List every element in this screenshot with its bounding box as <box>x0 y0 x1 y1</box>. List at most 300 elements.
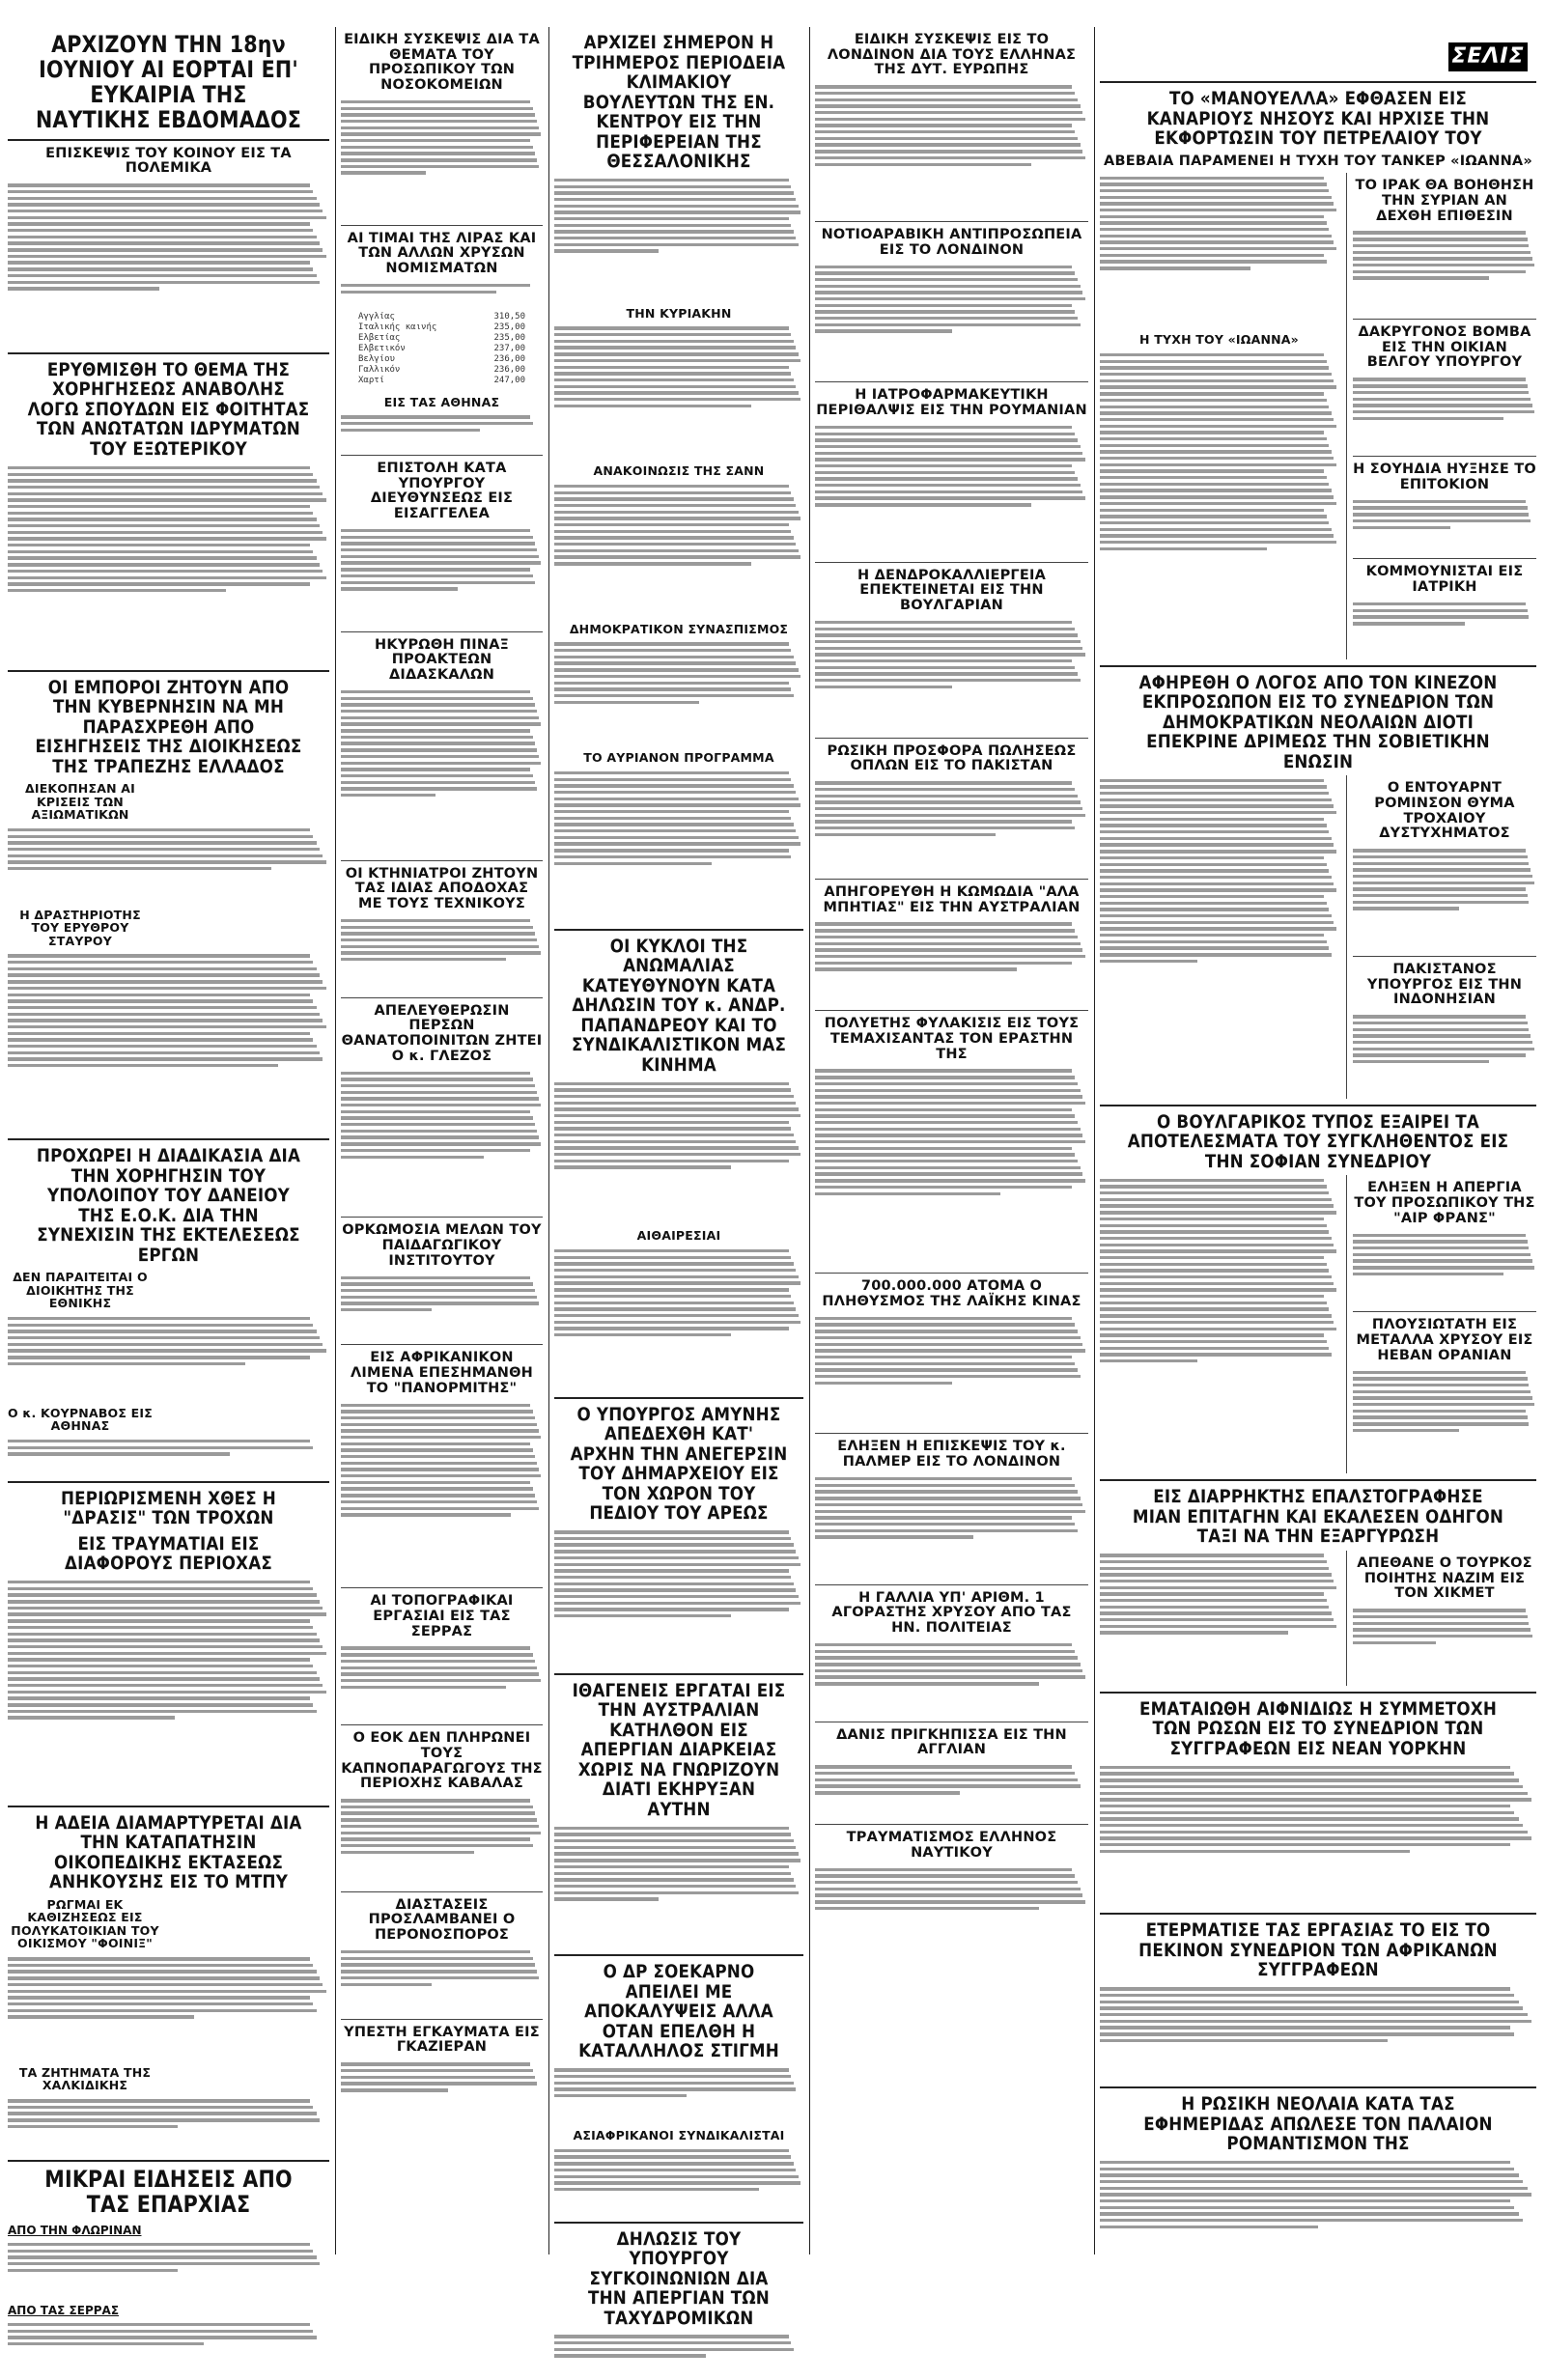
text-line <box>1100 934 1324 937</box>
text-line <box>554 2169 796 2171</box>
text-line <box>1100 1611 1332 1614</box>
text-line <box>554 1327 789 1330</box>
headline: ΝΟΤΙΟΑΡΑΒΙΚΗ ΑΝΤΙΠΡΟΣΩΠΕΙΑ ΕΙΣ ΤΟ ΛΟΝΔΙΝΟΝ <box>821 226 1082 258</box>
text-line <box>8 2112 317 2114</box>
text-line <box>1353 622 1465 625</box>
text-line <box>341 1123 535 1126</box>
text-line <box>1100 1817 1519 1820</box>
text-line <box>341 1513 511 1516</box>
text-line <box>1100 1256 1324 1259</box>
text-line <box>1100 1785 1523 1788</box>
text-line <box>815 1663 1081 1666</box>
text-line <box>554 243 799 246</box>
text-line <box>1100 240 1334 243</box>
headline: ΑΠΕΘΑΝΕ Ο ΤΟΥΡΚΟΣ ΠΟΙΗΤΗΣ ΝΑΖΙΜ ΕΙΣ ΤΟΝ ΧΙΚΜΕΤ <box>1357 1554 1532 1602</box>
text-line <box>554 1897 659 1900</box>
text-line <box>554 562 751 565</box>
headline: ΙΘΑΓΕΝΕΙΣ ΕΡΓΑΤΑΙ ΕΙΣ ΤΗΝ ΑΥΣΤΡΑΛΙΑΝ ΚΑΤΗΛΘΟΝ ΕΙΣ ΑΠΕΡΓΙΑΝ ΔΙΑΡΚΕΙΑΣ ΧΩΡΙΣ ΝΑ ΓΝΩΡΙΖΟΥΝ ΔΙΑΤΙ ΕΚΗΡΥΞΑΝ ΑΥΤΗΝ <box>572 1679 786 1820</box>
text-line <box>1100 1778 1519 1781</box>
text-line <box>1100 196 1332 199</box>
article-body <box>1353 600 1536 648</box>
text-line <box>1353 276 1489 279</box>
article-body <box>815 1762 1088 1820</box>
text-line <box>8 1677 320 1680</box>
text-line <box>554 391 799 394</box>
article-body <box>1100 1762 1536 1907</box>
text-line <box>554 1563 801 1566</box>
text-line <box>1353 404 1532 406</box>
text-line <box>8 229 313 232</box>
text-line <box>8 1970 317 1973</box>
text-line <box>341 690 530 693</box>
text-line <box>8 1581 310 1583</box>
text-line <box>815 304 1072 307</box>
text-line <box>815 1102 1085 1105</box>
text-line <box>815 1523 1075 1526</box>
text-line <box>1353 1028 1529 1031</box>
text-line <box>1353 887 1526 890</box>
article-body <box>815 1313 1088 1429</box>
text-line <box>1100 2013 1528 2016</box>
subheadline: ΤΑ ΖΗΤΗΜΑΤΑ ΤΗΣ ΧΑΛΚΙΔΙΚΗΣ <box>18 2064 152 2093</box>
text-line <box>1100 1987 1510 1990</box>
text-line <box>1100 379 1334 382</box>
text-line <box>815 1772 1075 1775</box>
text-line <box>815 1336 1081 1339</box>
text-line <box>815 1121 1078 1124</box>
text-line <box>1100 425 1336 428</box>
text-line <box>554 803 801 806</box>
text-line <box>554 485 789 488</box>
text-line <box>1100 953 1332 956</box>
text-line <box>1100 1805 1510 1807</box>
text-line <box>1100 509 1324 512</box>
text-line <box>341 1976 539 1979</box>
article-body <box>8 2240 329 2298</box>
text-line <box>554 1833 791 1835</box>
column-rule <box>1094 27 1095 2254</box>
headline: ΕΛΗΞΕΝ Η ΑΠΕΡΓΙΑ ΤΟΥ ΠΡΟΣΩΠΙΚΟΥ ΤΗΣ "ΑΙΡ ΦΡΑΝΣ" <box>1354 1180 1535 1226</box>
text-line <box>554 2335 789 2338</box>
text-line <box>1100 863 1327 866</box>
text-line <box>1100 353 1324 356</box>
text-line <box>1100 1625 1336 1628</box>
text-line <box>815 464 1072 467</box>
text-line <box>815 104 1081 107</box>
text-line <box>341 158 537 161</box>
text-line <box>815 929 1075 932</box>
article-body <box>341 1400 543 1583</box>
text-line <box>8 1696 310 1699</box>
article-body <box>1100 173 1338 327</box>
text-line <box>1100 489 1332 491</box>
text-line <box>815 490 1082 493</box>
text-line <box>815 1907 1039 1910</box>
text-line <box>815 621 1072 624</box>
text-line <box>815 936 1078 938</box>
text-line <box>554 1321 801 1324</box>
headline: ΥΠΕΣΤΗ ΕΓΚΑΥΜΑΤΑ ΕΙΣ ΓΚΑΖΙΕΡΑΝ <box>344 2024 540 2056</box>
subheadline: ΑΣΙΑΦΡΙΚΑΝΟΙ ΣΥΝΔΙΚΑΛΙΣΤΑΙ <box>573 2128 785 2142</box>
text-line <box>8 2125 178 2128</box>
text-line <box>341 1296 537 1299</box>
text-line <box>1100 1766 1510 1769</box>
headline: ΚΟΜΜΟΥΝΙΣΤΑΙ ΕΙΣ ΙΑΤΡΙΚΗ <box>1365 564 1524 596</box>
text-line <box>341 555 539 558</box>
text-line <box>554 823 794 826</box>
text-line <box>1100 2187 1528 2190</box>
text-line <box>341 1423 537 1426</box>
text-line <box>8 848 320 851</box>
text-line <box>554 2175 799 2178</box>
text-line <box>815 1349 1085 1352</box>
text-line <box>1353 609 1528 612</box>
text-line <box>341 1963 535 1966</box>
subheadline: Η ΔΡΑΣΤΗΡΙΟΤΗΣ ΤΟΥ ΕΡΥΘΡΟΥ ΣΤΑΥΡΟΥ <box>19 907 141 948</box>
text-line <box>554 1602 801 1605</box>
text-line <box>341 762 541 765</box>
text-line <box>341 165 539 168</box>
article-body <box>554 482 803 617</box>
article-body <box>1353 1606 1536 1673</box>
text-line <box>1100 1824 1523 1827</box>
text-line <box>8 1440 310 1442</box>
text-line <box>554 1588 796 1591</box>
text-line <box>8 1587 313 1590</box>
text-line <box>341 1282 533 1285</box>
headline: ΕΙΣ ΤΡΑΥΜΑΤΙΑΙ ΕΙΣ ΔΙΑΦΟΡΟΥΣ ΠΕΡΙΟΧΑΣ <box>65 1532 272 1575</box>
text-line <box>554 1160 789 1162</box>
text-line <box>554 1307 796 1310</box>
text-line <box>1100 209 1336 211</box>
text-line <box>1100 1328 1336 1330</box>
text-line <box>341 1660 535 1663</box>
article-body <box>1353 1230 1536 1307</box>
text-line <box>815 833 996 836</box>
text-line <box>815 1656 1078 1659</box>
price-row: Χαρτί 247,00 <box>358 375 525 385</box>
text-line <box>1100 1179 1324 1182</box>
text-line <box>1100 182 1327 185</box>
text-line <box>815 666 1075 669</box>
text-line <box>1100 2180 1523 2183</box>
text-line <box>1100 940 1327 943</box>
text-line <box>8 1317 310 1320</box>
text-line <box>554 642 789 645</box>
text-line <box>341 536 533 539</box>
headline: Ο ΒΟΥΛΓΑΡΙΚΟΣ ΤΥΠΟΣ ΕΞΑΙΡΕΙ ΤΑ ΑΠΟΤΕΛΕΣΜΑΤΑ ΤΟΥ ΣΥΓΚΛΗΘΕΝΤΟΣ ΕΙΣ ΤΗΝ ΣΟΦΙΑΝ ΣΥΝΕΔΡΙΟΥ <box>1127 1110 1509 1172</box>
text-line <box>1100 2212 1519 2215</box>
text-line <box>8 498 326 501</box>
text-line <box>8 1446 313 1449</box>
text-line <box>8 987 326 990</box>
text-line <box>8 261 310 264</box>
text-line <box>554 798 799 800</box>
text-line <box>341 748 537 751</box>
text-line <box>815 1108 1072 1111</box>
section-subhead: ΑΠΟ ΤΑΣ ΣΕΡΡΑΣ <box>8 2303 120 2317</box>
text-line <box>554 1275 799 1278</box>
text-line <box>815 1503 1082 1506</box>
text-line <box>8 197 317 200</box>
text-line <box>8 973 320 976</box>
text-line <box>1100 1191 1329 1194</box>
text-line <box>1353 506 1528 509</box>
text-line <box>8 2118 320 2121</box>
text-line <box>341 1116 533 1119</box>
text-line <box>8 505 310 508</box>
text-line <box>815 130 1075 133</box>
text-line <box>815 659 1072 662</box>
text-line <box>1100 450 1332 453</box>
text-line <box>554 1082 789 1085</box>
text-line <box>815 1643 1072 1646</box>
text-line <box>8 1716 175 1719</box>
text-line <box>8 994 310 996</box>
text-line <box>8 1703 313 1706</box>
text-line <box>554 1530 789 1533</box>
text-line <box>554 249 659 252</box>
text-line <box>554 1582 794 1585</box>
text-line <box>554 359 801 362</box>
article-body <box>341 916 543 994</box>
text-line <box>341 1308 432 1311</box>
article-body <box>8 463 329 664</box>
text-line <box>1100 1831 1528 1834</box>
text-line <box>8 1612 326 1615</box>
headline: ΔΙΑΣΤΑΣΕΙΣ ΠΡΟΣΛΑΜΒΑΝΕΙ Ο ΠΕΡΟΝΟΣΠΟΡΟΣ <box>368 1896 516 1944</box>
text-line <box>341 1097 539 1100</box>
text-line <box>554 1102 796 1105</box>
text-line <box>554 2068 789 2071</box>
article-body <box>554 1078 803 1223</box>
text-line <box>1100 1295 1324 1298</box>
text-line <box>815 1343 1082 1346</box>
text-line <box>341 1091 537 1094</box>
text-line <box>1100 921 1334 924</box>
text-line <box>1100 444 1329 447</box>
text-line <box>8 466 310 469</box>
text-line <box>554 1165 731 1168</box>
article-body <box>815 1066 1088 1269</box>
text-line <box>8 210 323 212</box>
text-line <box>554 836 799 839</box>
text-line <box>341 2062 530 2065</box>
text-line <box>815 1484 1075 1487</box>
text-line <box>341 1825 539 1828</box>
text-line <box>815 496 1085 499</box>
text-line <box>341 1436 541 1439</box>
text-line <box>341 710 537 713</box>
text-line <box>554 511 799 514</box>
text-line <box>1100 1204 1334 1207</box>
text-line <box>341 1135 539 1138</box>
text-line <box>341 919 530 922</box>
text-line <box>341 1448 533 1451</box>
text-line <box>815 1765 1072 1768</box>
text-line <box>8 544 310 546</box>
headline: ΕΙΔΙΚΗ ΣΥΣΚΕΨΙΣ ΕΙΣ ΤΟ ΛΟΝΔΙΝΟΝ ΔΙΑ ΤΟΥΣ ΕΛΛΗΝΑΣ ΤΗΣ ΔΥΤ. ΕΥΡΩΠΗΣ <box>827 32 1077 78</box>
text-line <box>1353 519 1531 522</box>
headline: ΑΡΧΙΖΕΙ ΣΗΜΕΡΟΝ Η ΤΡΙΗΜΕΡΟΣ ΠΕΡΙΟΔΕΙΑ ΚΛΙΜΑΚΙΟΥ ΒΟΥΛΕΥΤΩΝ ΤΗΣ ΕΝ. ΚΕΝΤΡΟΥ ΕΙΣ ΤΗΝ ΠΕΡΙΦΕΡΕΙΑΝ ΤΗΣ ΘΕΣΣΑΛΟΝΙΚΗΣ <box>572 32 786 173</box>
text-line <box>1100 502 1336 505</box>
text-line <box>815 967 1017 970</box>
text-line <box>341 1289 535 1292</box>
text-line <box>8 267 313 270</box>
text-line <box>815 1382 952 1385</box>
text-line <box>341 703 535 706</box>
text-line <box>815 679 1081 682</box>
text-line <box>815 323 1081 326</box>
text-line <box>1100 2161 1510 2164</box>
subheadline: ΑΒΕΒΑΙΑ ΠΑΡΑΜΕΝΕΙ Η ΤΥΧΗ ΤΟΥ ΤΑΝΚΕΡ «ΙΩΑΝΝΑ» <box>1104 153 1532 169</box>
text-line <box>1353 1371 1526 1374</box>
text-line <box>8 1057 323 1060</box>
text-line <box>815 1477 1072 1480</box>
text-line <box>815 1069 1072 1072</box>
text-line <box>815 156 1085 159</box>
text-line <box>554 366 789 369</box>
text-line <box>1100 406 1329 408</box>
text-line <box>1100 1314 1332 1317</box>
text-line <box>341 774 533 777</box>
text-line <box>1100 818 1324 821</box>
article-body <box>1100 1551 1338 1686</box>
headline: ΑΠΕΛΕΥΘΕΡΩΣΙΝ ΠΕΡΣΩΝ ΘΑΝΑΤΟΠΟΙΝΙΤΩΝ ΖΗΤΕΙ Ο κ. ΓΛΕΖΟΣ <box>341 1002 543 1064</box>
text-line <box>554 198 796 201</box>
text-line <box>1100 1230 1329 1233</box>
text-line <box>815 647 1082 650</box>
text-line <box>1100 177 1324 180</box>
text-line <box>554 1865 789 1868</box>
text-line <box>1100 1249 1336 1252</box>
text-line <box>1353 257 1532 260</box>
text-line <box>554 649 791 652</box>
text-line <box>341 1442 530 1445</box>
text-line <box>1353 1034 1531 1037</box>
text-line <box>815 633 1078 636</box>
text-line <box>8 1607 323 1610</box>
text-line <box>1100 888 1336 891</box>
text-line <box>554 1107 799 1110</box>
text-line <box>1353 1422 1529 1425</box>
text-line <box>1353 1403 1534 1406</box>
text-line <box>1100 373 1332 376</box>
text-line <box>554 682 789 685</box>
text-line <box>554 2341 791 2344</box>
text-line <box>1100 895 1324 898</box>
text-line <box>815 1140 1085 1143</box>
article-body <box>341 98 543 221</box>
article-body <box>341 1796 543 1888</box>
text-line <box>8 492 323 495</box>
text-line <box>1353 1622 1529 1625</box>
article-body <box>341 281 543 310</box>
text-line <box>8 2255 317 2258</box>
text-line <box>8 479 317 482</box>
text-line <box>815 310 1075 313</box>
text-line <box>1100 1302 1327 1304</box>
text-line <box>1100 1263 1327 1266</box>
text-line <box>554 2155 791 2158</box>
text-line <box>1100 2026 1510 2029</box>
text-line <box>554 1878 794 1881</box>
subheadline: Ο κ. ΚΟΥΡΝΑΒΟΣ ΕΙΣ ΑΘΗΝΑΣ <box>8 1405 153 1434</box>
text-line <box>1353 1022 1528 1024</box>
text-line <box>554 210 801 213</box>
text-line <box>1100 1772 1514 1775</box>
article-body <box>1353 1367 1536 1473</box>
subheadline: ΑΙΘΑΙΡΕΣΙΑΙ <box>636 1228 721 1244</box>
text-line <box>8 961 313 964</box>
text-line <box>1100 202 1334 205</box>
headline: ΕΛΗΞΕΝ Η ΕΠΙΣΚΕΨΙΣ ΤΟΥ κ. ΠΑΛΜΕΡ ΕΙΣ ΤΟ ΛΟΝΔΙΝΟΝ <box>837 1439 1066 1470</box>
text-line <box>8 954 310 957</box>
text-line <box>554 2149 789 2152</box>
text-line <box>554 2162 794 2165</box>
text-line <box>1100 366 1329 369</box>
headline: ΕΠΙΣΤΟΛΗ ΚΑΤΑ ΥΠΟΥΡΓΟΥ ΔΙΕΥΘΥΝΣΕΩΣ ΕΙΣ ΕΙΣΑΓΓΕΛΕΑ <box>370 461 514 522</box>
headline: ΟΙ ΚΤΗΝΙΑΤΡΟΙ ΖΗΤΟΥΝ ΤΑΣ ΙΔΙΑΣ ΑΠΟΔΟΧΑΣ ΜΕ ΤΟΥΣ ΤΕΧΝΙΚΟΥΣ <box>345 865 539 911</box>
text-line <box>1100 1224 1327 1227</box>
text-line <box>341 1156 484 1159</box>
text-line <box>8 1671 317 1674</box>
text-line <box>554 224 791 227</box>
text-line <box>1100 1618 1334 1621</box>
text-line <box>8 576 326 579</box>
text-line <box>8 867 271 870</box>
text-line <box>341 429 480 432</box>
column-5 <box>1100 27 1536 2254</box>
text-line <box>341 1416 535 1419</box>
text-line <box>1100 228 1329 231</box>
text-line <box>1100 1321 1334 1324</box>
text-line <box>341 1130 537 1133</box>
text-line <box>341 284 530 287</box>
text-line <box>8 563 320 566</box>
article-body <box>554 2146 803 2216</box>
article-body <box>815 1640 1088 1718</box>
article-body <box>815 423 1088 558</box>
subheadline: Η ΤΥΧΗ ΤΟΥ «ΙΩΑΝΝΑ» <box>1139 332 1299 348</box>
text-line <box>341 787 537 790</box>
article-body <box>1100 350 1338 659</box>
text-line <box>341 781 535 784</box>
text-line <box>554 2354 706 2357</box>
text-line <box>554 1569 789 1572</box>
text-line <box>554 346 796 349</box>
text-line <box>554 2082 794 2085</box>
headline: Η ΔΕΝΔΡΟΚΑΛΛΙΕΡΓΕΙΑ ΕΠΕΚΤΕΙΝΕΤΑΙ ΕΙΣ ΤΗΝ ΒΟΥΛΓΑΡΙΑΝ <box>857 567 1046 613</box>
text-line <box>8 1976 320 1979</box>
column-2 <box>341 27 543 2254</box>
text-line <box>1353 513 1529 516</box>
text-line <box>815 628 1075 630</box>
text-line <box>554 661 796 664</box>
text-line <box>815 137 1078 140</box>
text-line <box>554 1614 731 1617</box>
text-line <box>8 274 317 277</box>
headline: ΑΙ ΤΙΜΑΙ ΤΗΣ ΛΙΡΑΣ ΚΑΙ ΤΩΝ ΑΛΛΩΝ ΧΡΥΣΩΝ ΝΟΜΙΣΜΑΤΩΝ <box>347 230 537 276</box>
text-line <box>554 405 751 407</box>
text-line <box>341 697 533 700</box>
text-line <box>815 1516 1072 1519</box>
text-line <box>815 1362 1075 1365</box>
text-line <box>341 100 530 103</box>
text-line <box>1100 1554 1324 1556</box>
text-line <box>554 687 791 690</box>
text-line <box>8 1006 317 1009</box>
